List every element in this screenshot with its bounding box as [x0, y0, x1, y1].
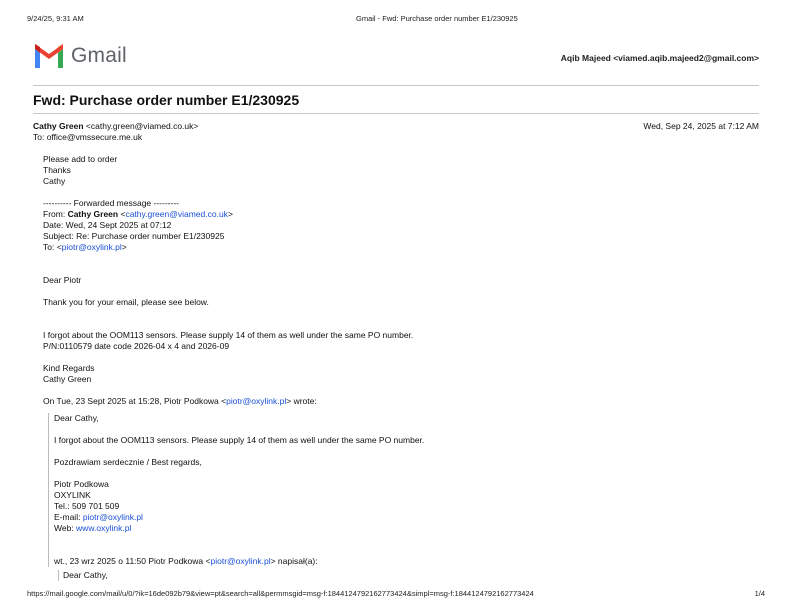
- intro-line: Thanks: [43, 165, 71, 175]
- signature-phone: Tel.: 509 701 509: [54, 501, 120, 511]
- regards-line: Kind Regards: [43, 363, 95, 373]
- forwarded-from: From: Cathy Green <cathy.green@viamed.co.uk>: [43, 209, 233, 219]
- intro-line: Cathy: [43, 176, 66, 186]
- gmail-logo-text: Gmail: [71, 44, 127, 67]
- sender-name: Cathy Green: [33, 121, 84, 131]
- intro-line: Please add to order: [43, 154, 118, 164]
- quote-intro: On Tue, 23 Sept 2025 at 15:28, Piotr Podkowa <piotr@oxylink.pl> wrote:: [43, 396, 317, 406]
- nested-quoted-message: [58, 570, 108, 581]
- signature-email-link[interactable]: piotr@oxylink.pl: [82, 512, 143, 522]
- nested-quote-greeting: Dear Cathy,: [63, 570, 108, 580]
- quote-closing: Pozdrawiam serdecznie / Best regards,: [54, 457, 202, 467]
- signature-email: E-mail: piotr@oxylink.pl: [54, 512, 143, 522]
- print-footer-url: https://mail.google.com/mail/u/0/?ik=16de092b79&view=pt&search=all&permmsgid=msg-f:1844124792162773424&simpl=msg-f:1844124792162773424: [27, 589, 534, 598]
- print-datetime: 9/24/25, 9:31 AM: [27, 14, 84, 23]
- signature-web: Web: www.oxylink.pl: [54, 523, 132, 533]
- header-divider: [33, 85, 759, 86]
- subject-divider: [33, 113, 759, 114]
- forwarded-to-email-link[interactable]: piotr@oxylink.pl: [61, 242, 122, 252]
- nested-quote-intro: wt., 23 wrz 2025 o 11:50 Piotr Podkowa <piotr@oxylink.pl> napisał(a):: [54, 556, 318, 566]
- signature-name: Piotr Podkowa: [54, 479, 109, 489]
- greeting: Dear Piotr: [43, 275, 82, 285]
- quote-intro-email-link[interactable]: piotr@oxylink.pl: [226, 396, 287, 406]
- quote-greeting: Dear Cathy,: [54, 413, 99, 423]
- gmail-logo[interactable]: [33, 44, 127, 68]
- print-page-title: Gmail - Fwd: Purchase order number E1/230925: [356, 14, 518, 23]
- thanks-line: Thank you for your email, please see below.: [43, 297, 209, 307]
- forwarded-header: ---------- Forwarded message ---------: [43, 198, 179, 208]
- forwarded-from-email-link[interactable]: cathy.green@viamed.co.uk: [125, 209, 228, 219]
- forwarded-to: To: <piotr@oxylink.pl>: [43, 242, 127, 252]
- message-body: [43, 154, 413, 407]
- gmail-m-icon: [33, 44, 65, 68]
- regards-line: Cathy Green: [43, 374, 92, 384]
- quote-body: I forgot about the OOM113 sensors. Please supply 14 of them as well under the same PO number.: [54, 435, 425, 445]
- account-name: Aqib Majeed <viamed.aqib.majeed2@gmail.com>: [560, 53, 759, 63]
- message-recipient: To: office@vmssecure.me.uk: [33, 132, 143, 142]
- body-line: I forgot about the OOM113 sensors. Please supply 14 of them as well under the same PO number.: [43, 330, 414, 340]
- sender-email: <cathy.green@viamed.co.uk>: [85, 121, 199, 131]
- signature-web-link[interactable]: www.oxylink.pl: [76, 523, 132, 533]
- message-date: Wed, Sep 24, 2025 at 7:12 AM: [643, 121, 759, 131]
- forwarded-subject: Subject: Re: Purchase order number E1/230925: [43, 231, 225, 241]
- forwarded-date: Date: Wed, 24 Sept 2025 at 07:12: [43, 220, 172, 230]
- print-page-number: 1/4: [754, 589, 765, 598]
- thread-subject: Fwd: Purchase order number E1/230925: [33, 92, 300, 108]
- quoted-message: [48, 413, 424, 567]
- message-sender: [33, 121, 198, 132]
- nested-quote-email-link[interactable]: piotr@oxylink.pl: [210, 556, 271, 566]
- part-number-line: P/N:0110579 date code 2026-04 x 4 and 2026-09: [43, 341, 230, 351]
- signature-company: OXYLINK: [54, 490, 91, 500]
